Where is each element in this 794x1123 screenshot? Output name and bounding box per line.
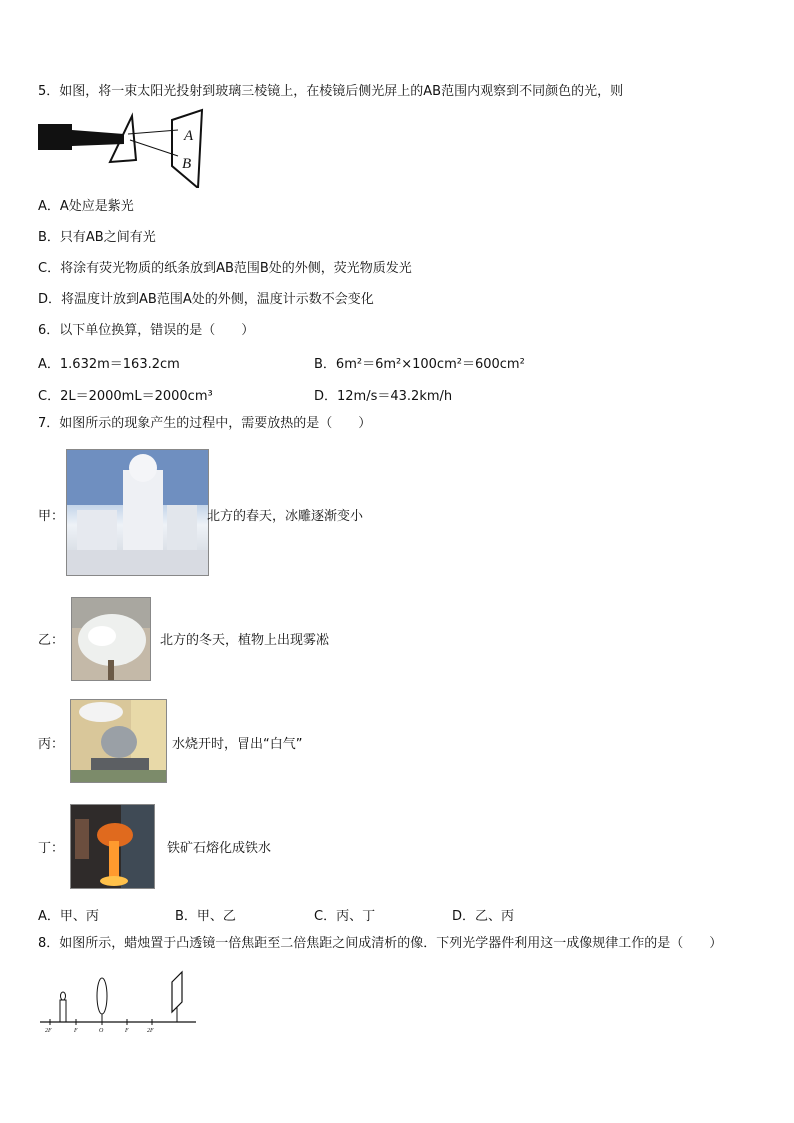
- ice-sculpture-photo: [66, 449, 209, 576]
- image-screen: [172, 972, 182, 1012]
- q5-option-a[interactable]: A．A处应是紫光: [38, 199, 134, 214]
- q7-item-jia-text: 北方的春天，冰雕逐渐变小: [207, 509, 364, 524]
- q7-item-ding-text: 铁矿石熔化成铁水: [167, 841, 272, 856]
- q6-option-d[interactable]: D．12m/s＝43.2km/h: [314, 389, 453, 404]
- convex-lens: [97, 978, 107, 1014]
- q5-stem: 5．如图，将一束太阳光投射到玻璃三棱镜上，在棱镜后侧光屏上的AB范围内观察到不同颜色的光，则: [38, 84, 624, 99]
- q5-option-c[interactable]: C．将涂有荧光物质的纸条放到AB范围B处的外侧，荧光物质发光: [38, 261, 412, 276]
- light-beam: [72, 130, 124, 146]
- q6-stem: 6．以下单位换算，错误的是（ ）: [38, 323, 255, 338]
- q6-option-b[interactable]: B．6m²＝6m²×100cm²＝600cm²: [314, 357, 525, 372]
- q7-item-bing-prefix: 丙：: [38, 737, 65, 752]
- q7-option-c[interactable]: C．丙、丁: [314, 909, 376, 924]
- q6-option-a[interactable]: A．1.632m＝163.2cm: [38, 357, 180, 372]
- q7-item-yi-text: 北方的冬天，植物上出现雾凇: [160, 633, 330, 648]
- q5-option-d[interactable]: D．将温度计放到AB范围A处的外侧，温度计示数不会变化: [38, 292, 374, 307]
- q7-option-d[interactable]: D．乙、丙: [452, 909, 515, 924]
- axis-label-o: O: [99, 1028, 104, 1034]
- q5-option-b[interactable]: B．只有AB之间有光: [38, 230, 156, 245]
- screen: [172, 110, 202, 188]
- molten-iron-photo: [70, 804, 155, 889]
- q7-item-ding-prefix: 丁：: [38, 841, 65, 856]
- q8-stem: 8．如图所示，蜡烛置于凸透镜一倍焦距至二倍焦距之间成清析的像．下列光学器件利用这一成像规律工作的是（ ）: [38, 936, 723, 951]
- lens-figure: [38, 968, 198, 1036]
- q7-option-a[interactable]: A．甲、丙: [38, 909, 99, 924]
- q7-stem: 7．如图所示的现象产生的过程中，需要放热的是（ ）: [38, 416, 372, 431]
- ray-bottom: [130, 140, 178, 156]
- candle: [60, 1000, 66, 1022]
- label-a: A: [184, 128, 194, 144]
- kettle-photo: [70, 699, 167, 783]
- q6-option-c[interactable]: C．2L＝2000mL＝2000cm³: [38, 389, 213, 404]
- prism-figure: [38, 108, 210, 188]
- label-b: B: [182, 156, 192, 172]
- axis-label-f-left: F: [74, 1028, 78, 1034]
- q7-item-yi-prefix: 乙：: [38, 633, 65, 648]
- axis-label-2f-left: 2F: [45, 1028, 52, 1034]
- axis-label-2f-right: 2F: [147, 1028, 154, 1034]
- rime-plant-photo: [71, 597, 151, 681]
- q7-item-bing-text: 水烧开时，冒出“白气”: [172, 737, 303, 752]
- q7-option-b[interactable]: B．甲、乙: [175, 909, 236, 924]
- candle-flame: [61, 992, 66, 1000]
- q7-item-jia-prefix: 甲：: [38, 509, 65, 524]
- light-source-block: [38, 124, 72, 150]
- axis-label-f-right: F: [125, 1028, 129, 1034]
- ray-top: [128, 130, 178, 134]
